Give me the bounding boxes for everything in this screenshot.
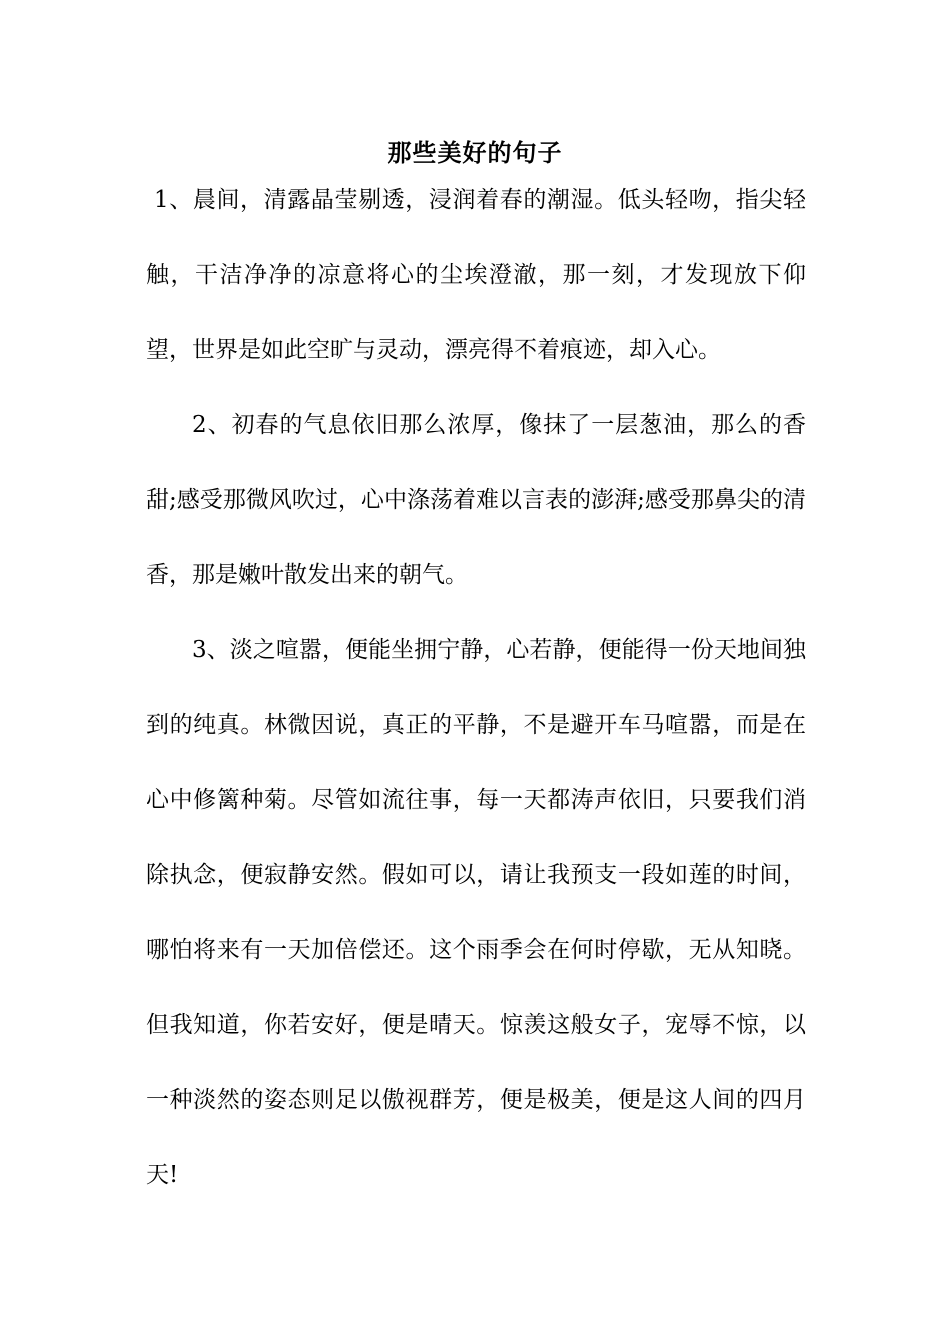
document-title: 那些美好的句子 bbox=[387, 138, 563, 167]
paragraph-2: 2、初春的气息依旧那么浓厚，像抹了一层葱油，那么的香甜;感受那微风吹过，心中涤荡着难以言表的澎湃;感受那鼻尖的清香，那是嫩叶散发出来的朝气。 bbox=[146, 412, 806, 588]
paragraph-1: 1、晨间，清露晶莹剔透，浸润着春的潮湿。低头轻吻，指尖轻触，干洁净净的凉意将心的尘埃澄澈，那一刻，才发现放下仰望，世界是如此空旷与灵动，漂亮得不着痕迹，却入心。 bbox=[146, 187, 806, 363]
paragraph-3: 3、淡之喧嚣，便能坐拥宁静，心若静，便能得一份天地间独到的纯真。林微因说，真正的平静，不是避开车马喧嚣，而是在心中修篱种菊。尽管如流往事，每一天都涛声依旧，只要我们消除执念，便寂静安然。假如可以，请让我预支一段如莲的时间，哪怕将来有一天加倍偿还。这个雨季会在何时停歇，无从知晓。但我知道，你若安好，便是晴天。惊羡这般女子，宠辱不惊，以一种淡然的姿态则足以傲视群芳，便是极美，便是这人间的四月天! bbox=[146, 637, 806, 1188]
